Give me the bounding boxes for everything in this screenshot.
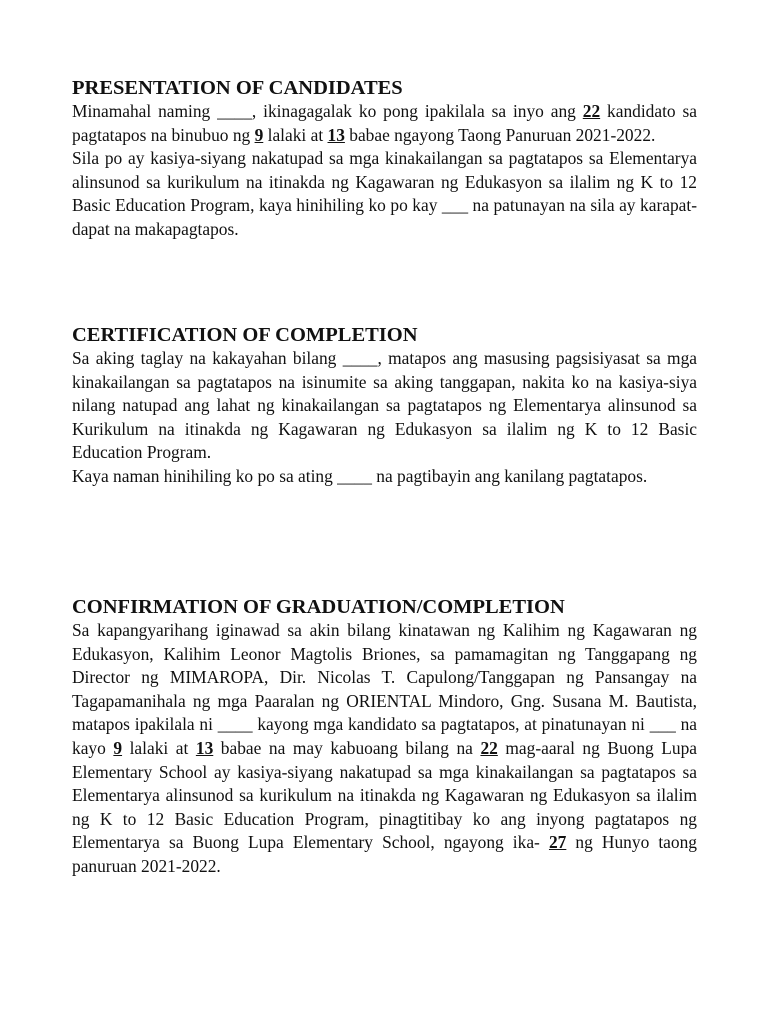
certification-paragraph-2: Kaya naman hinihiling ko po sa ating ____ na pagtibayin ang kanilang pagtatapos.	[72, 465, 648, 486]
presentation-paragraph-2: Sila po ay kasiya-siyang nakatupad sa mga kinakailangan sa pagtatapos sa Elementarya alinsunod sa kurikulum na itinakda ng Kagawaran ng Edukasyon sa ilalim ng K to 12 Basic Education Program, kaya hinihiling ko po kay ___ na patunayan na sila ay karapat-dapat na makapagtapos.	[72, 148, 697, 239]
text-run: Sa kapangyarihang iginawad sa akin bilang kinatawan ng Kalihim ng Kagawaran ng Edukasyon, Kalihim Leonor Magtolis Briones, sa pamamagitan ng Tanggapang ng Director ng MIMAROPA, Dir. Nicolas T. Capulong/Tanggapan ng Pansangay na Tagapamanihala ng mga Paaralan ng ORIENTAL Mindoro, Gng. Susana M. Bautista, matapos ipakilala ni ____ kayong mga kandidato sa pagtatapos, at pinatunayan ni ___ na kayo	[72, 620, 697, 758]
certification-heading: CERTIFICATION OF COMPLETION	[72, 324, 418, 346]
presentation-paragraph-1	[72, 100, 697, 147]
text-run: lalaki at	[122, 737, 196, 758]
text-run: babae ngayong Taong Panuruan 2021-2022.	[344, 124, 656, 145]
text-run: Minamahal naming ____, ikinagagalak ko pong ipakilala sa inyo ang	[72, 101, 583, 121]
text-run: ng Hunyo taong panuruan 2021-2022.	[72, 832, 697, 876]
female-count-number: 13	[327, 124, 345, 145]
male-count-number: 9	[254, 124, 264, 145]
text-run: mag-aaral ng Buong Lupa Elementary School ay kasiya-siyang nakatupad sa mga kinakailangan sa pagtatapos sa Elementarya alinsunod sa kurikulum na itinakda ng Kagawaran ng Edukasyon sa ilalim ng K to 12 Basic Education Program, pinagtitibay ko ang inyong pagtatapos ng Elementarya sa Buong Lupa Elementary School, ngayong ika-	[72, 737, 698, 853]
presentation-heading: PRESENTATION OF CANDIDATES	[72, 77, 403, 99]
confirmation-heading: CONFIRMATION OF GRADUATION/COMPLETION	[72, 596, 565, 618]
text-run: lalaki at	[263, 124, 328, 145]
text-run: babae na may kabuoang bilang na	[213, 737, 481, 758]
student-total-number: 22	[480, 737, 498, 758]
female-count-number: 13	[195, 737, 214, 758]
certification-paragraph-1: Sa aking taglay na kakayahan bilang ____, matapos ang masusing pagsisiyasat sa mga kinakailangan sa pagtatapos na isinumite sa aking tanggapan, nakita ko na kasiya-siya nilang natupad ang lahat ng kinakailangan sa pagtatapos ng Elementarya alinsunod sa Kurikulum na itinakda ng Kagawaran ng Edukasyon sa ilalim ng K to 12 Basic Education Program.	[72, 348, 697, 463]
candidate-total-number: 22	[582, 101, 601, 121]
presentation-section	[72, 76, 697, 242]
confirmation-paragraph	[72, 619, 697, 879]
text-run: kandidato sa pagtatapos na binubuo ng	[72, 101, 697, 145]
male-count-number: 9	[113, 737, 123, 758]
graduation-day-number: 27	[548, 832, 567, 853]
certification-section	[72, 323, 697, 489]
confirmation-section	[72, 595, 697, 879]
